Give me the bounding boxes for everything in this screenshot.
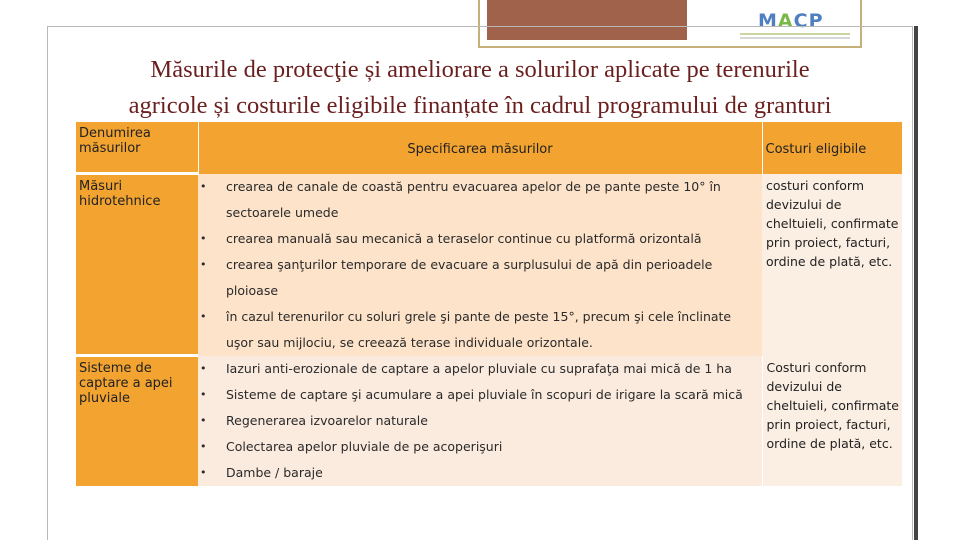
measures-table [76, 122, 902, 486]
list-item: • crearea manuală sau mecanică a teraselor continue cu platformă orizontală [226, 226, 762, 252]
list-item: • Iazuri anti-erozionale de captare a apelor pluviale cu suprafaţa mai mică de 1 ha [226, 356, 762, 382]
list-item: • Colectarea apelor pluviale de pe acoperişuri [226, 434, 762, 460]
row-cost: Costuri conform devizului de cheltuieli, confirmate prin proiect, facturi, ordine de plată, etc. [762, 356, 902, 486]
list-item: • în cazul terenurilor cu soluri grele şi pante de peste 15°, precum şi cele înclinate uşor sau mijlociu, se creează terase individuale orizontale. [226, 304, 762, 356]
measure-list [198, 356, 762, 486]
title-line-2: agricole și costurile eligibile finanțate în cadrul programului de granturi [128, 92, 832, 119]
header-cost: Costuri eligibile [762, 122, 902, 174]
table-row [76, 174, 902, 356]
measure-list [198, 174, 762, 356]
list-item: • Dambe / baraje [226, 460, 762, 486]
header-spec: Specificarea măsurilor [198, 122, 762, 174]
row-spec [198, 356, 762, 486]
row-cost: costuri conform devizului de cheltuieli, confirmate prin proiect, facturi, ordine de plată, etc. [762, 174, 902, 356]
list-item: • Sisteme de captare şi acumulare a apei pluviale în scopuri de irigare la scară mică [226, 382, 762, 408]
row-spec [198, 174, 762, 356]
list-item: • Regenerarea izvoarelor naturale [226, 408, 762, 434]
logo-text: MACP [758, 10, 824, 32]
title-line-1: Măsurile de protecţie și ameliorare a solurilor aplicate pe terenurile [150, 56, 810, 83]
list-item: • crearea şanţurilor temporare de evacuare a surplusului de apă din perioadele ploioase [226, 252, 762, 304]
slide-title [0, 52, 960, 128]
row-name: Sisteme de captare a apei pluviale [76, 356, 198, 486]
row-name: Măsuri hidrotehnice [76, 174, 198, 356]
list-item: • crearea de canale de coastă pentru evacuarea apelor de pe pante peste 10° în sectoarele umede [226, 174, 762, 226]
header-name: Denumirea măsurilor [76, 122, 198, 174]
table-header-row [76, 122, 902, 174]
table-row [76, 356, 902, 486]
